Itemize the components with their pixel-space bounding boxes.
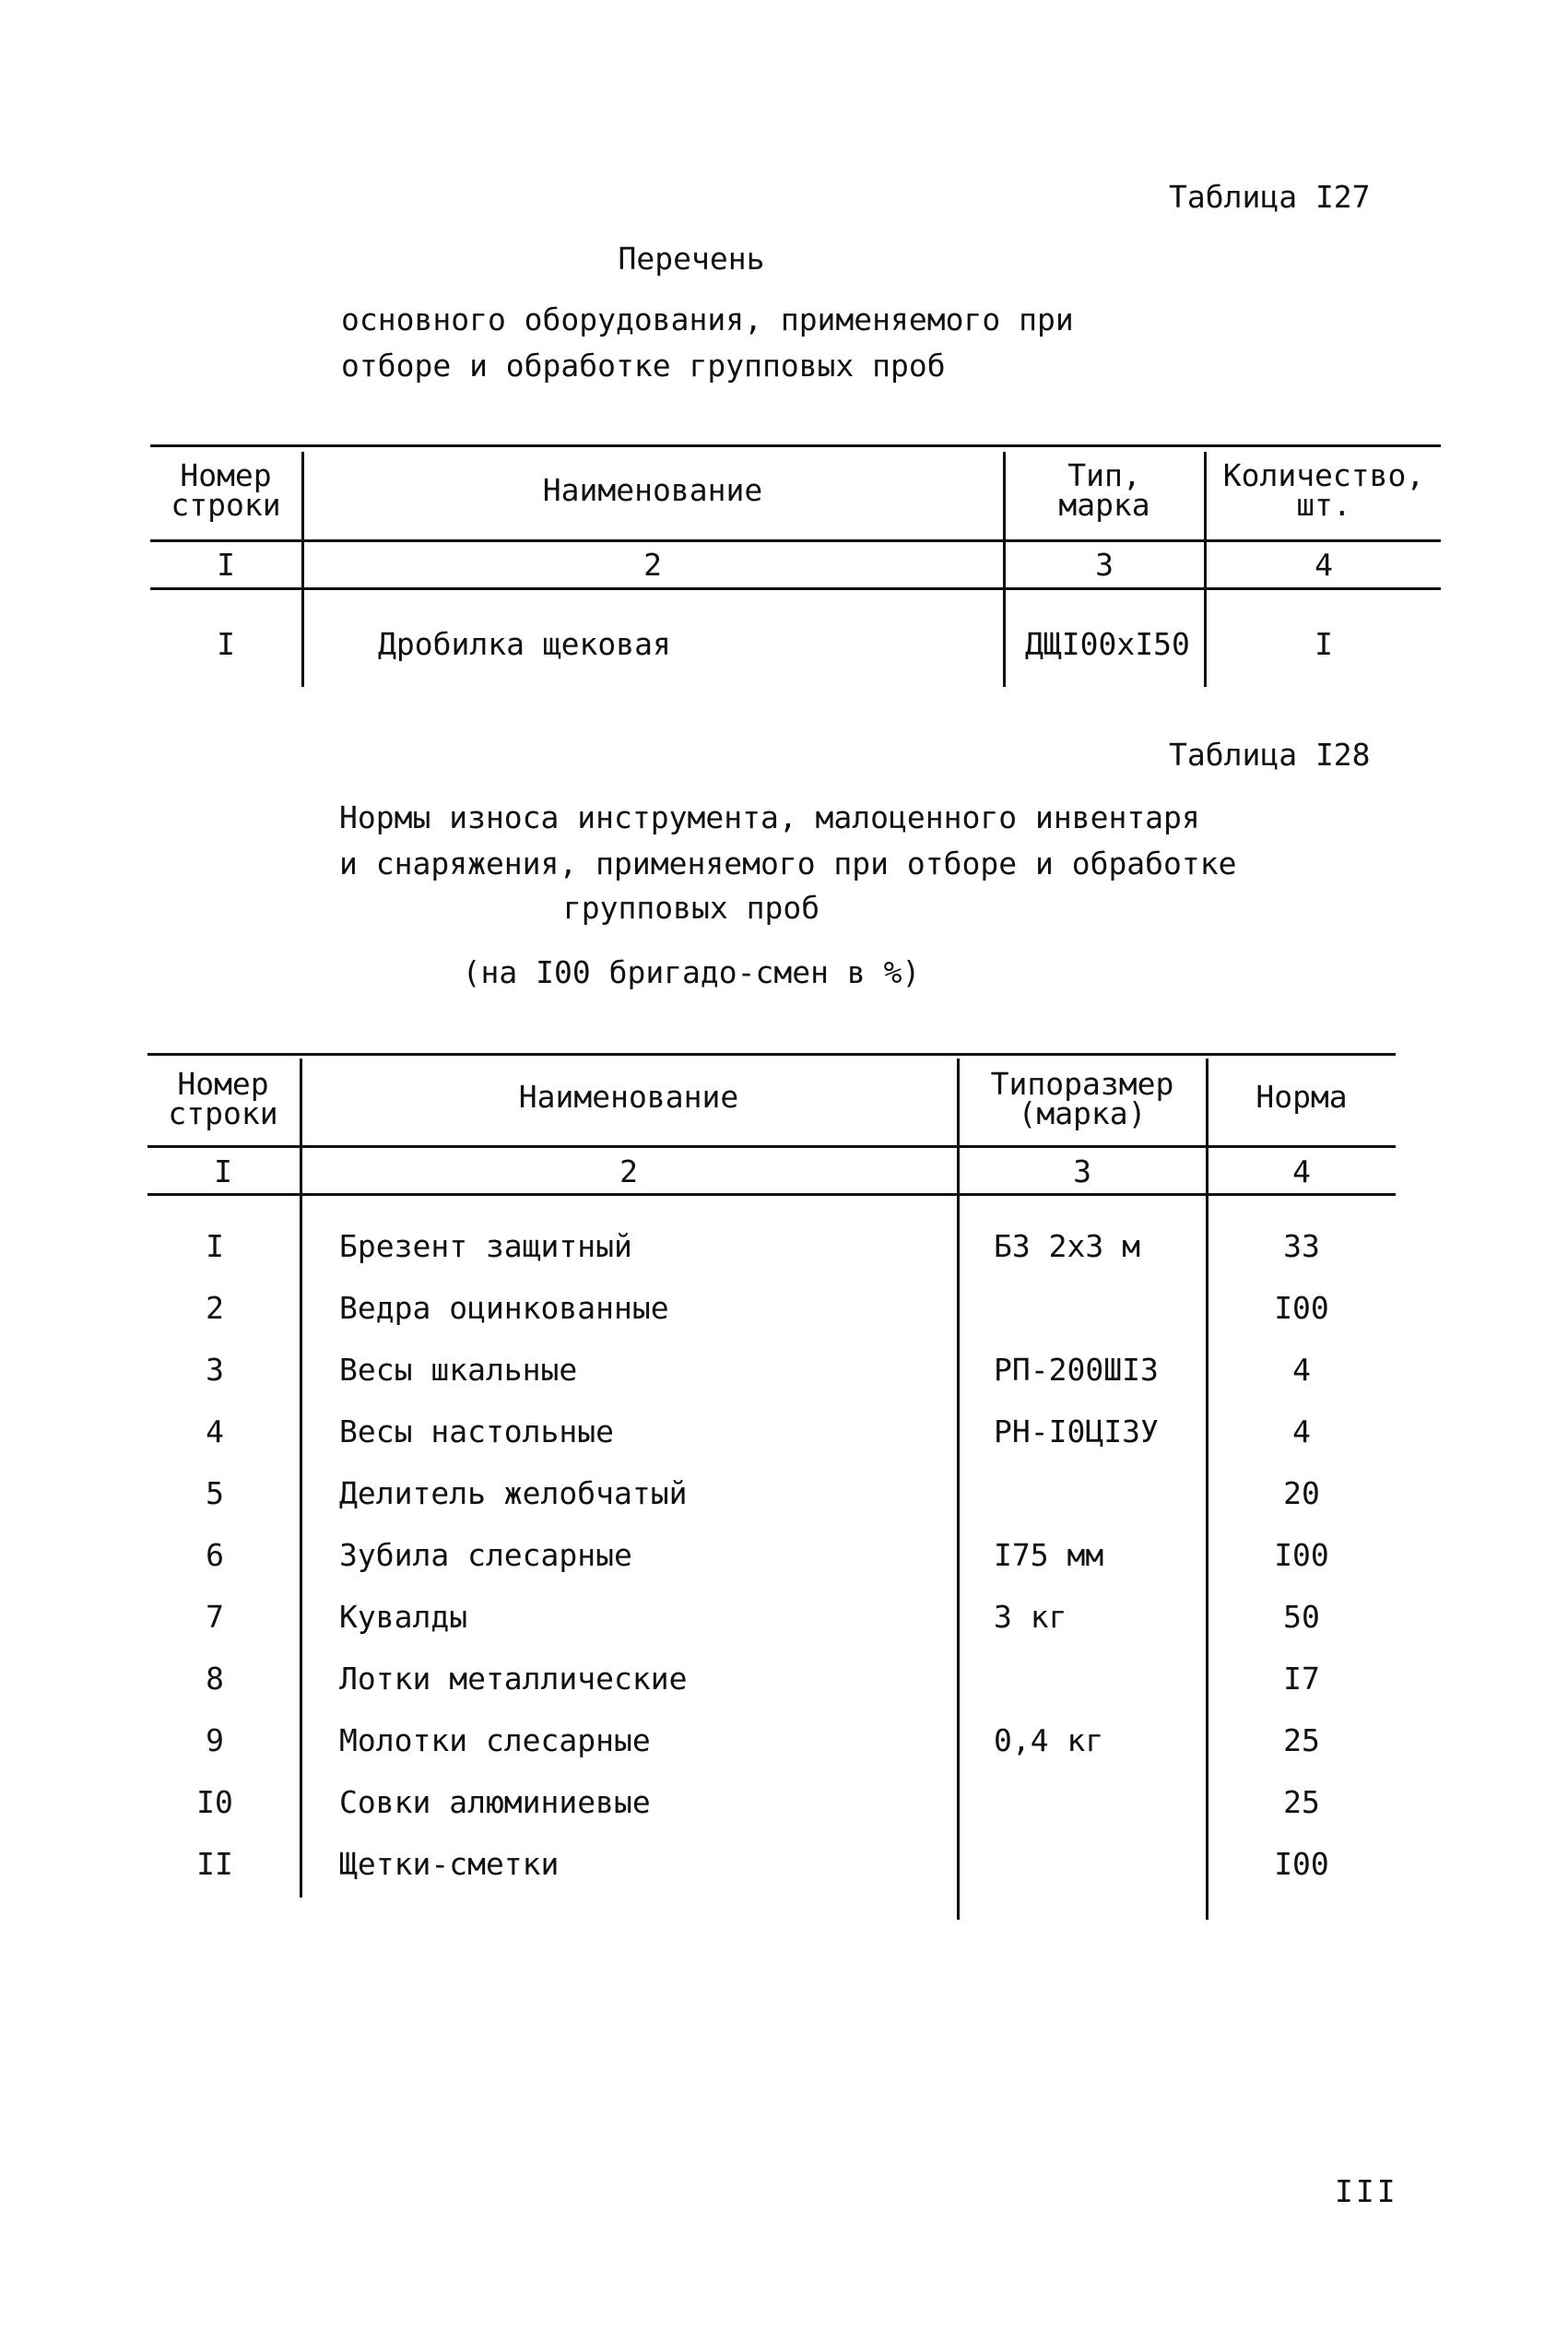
row-number: 4 bbox=[206, 1413, 224, 1449]
table-128-header-name: Наименование bbox=[518, 1079, 739, 1115]
page-number: III bbox=[1335, 2173, 1398, 2209]
row-size: 0,4 кг bbox=[994, 1722, 1104, 1758]
table-128-label: Таблица I28 bbox=[1169, 737, 1371, 773]
header-size-line2: (марка) bbox=[1018, 1095, 1147, 1131]
table-127-header-name: Наименование bbox=[542, 472, 763, 508]
table-128-top-rule bbox=[147, 1053, 1396, 1056]
header-number-line1: Номер bbox=[180, 457, 272, 493]
table-127-colnum-3: 3 bbox=[1095, 547, 1114, 583]
row-number: 5 bbox=[206, 1475, 224, 1511]
row-name: Лотки металлические bbox=[339, 1661, 688, 1697]
row-norm: 20 bbox=[1283, 1475, 1320, 1511]
row-number: 9 bbox=[206, 1722, 224, 1758]
row-norm: 33 bbox=[1283, 1228, 1320, 1264]
row-name: Весы настольные bbox=[339, 1413, 615, 1449]
header-number-line1: Номер bbox=[177, 1066, 269, 1102]
table-127-header-row-number bbox=[152, 457, 300, 523]
table-127-colnum-4: 4 bbox=[1315, 547, 1333, 583]
row-norm: 25 bbox=[1283, 1784, 1320, 1820]
table-128-colnum-4: 4 bbox=[1292, 1153, 1311, 1189]
table-127-colnum-rule bbox=[150, 587, 1441, 590]
table-127-header-type bbox=[1007, 457, 1202, 523]
table-127-top-rule bbox=[150, 444, 1441, 447]
row-norm: 4 bbox=[1292, 1352, 1311, 1388]
table-127-header-quantity bbox=[1208, 457, 1440, 523]
table-127-colnum-2: 2 bbox=[643, 547, 662, 583]
row-norm: I00 bbox=[1274, 1846, 1329, 1882]
row-name: Кувалды bbox=[339, 1599, 468, 1635]
row-number: II bbox=[196, 1846, 233, 1882]
row-number: 2 bbox=[206, 1290, 224, 1326]
table-128-title-line1: Нормы износа инструмента, малоценного инвентаря bbox=[339, 799, 1200, 835]
table-128-header-row-number bbox=[149, 1066, 297, 1131]
row-size: РН-I0ЦI3У bbox=[994, 1413, 1159, 1449]
table-127-col-divider-2 bbox=[1003, 452, 1006, 687]
row-number: 7 bbox=[206, 1599, 224, 1635]
header-number-line2: строки bbox=[168, 1095, 278, 1131]
row-quantity: I bbox=[1315, 626, 1333, 662]
table-128-colnum-1: I bbox=[214, 1153, 232, 1189]
row-name: Дробилка щековая bbox=[378, 626, 671, 662]
row-norm: 25 bbox=[1283, 1722, 1320, 1758]
row-number: 6 bbox=[206, 1537, 224, 1573]
row-number: I bbox=[206, 1228, 224, 1264]
header-type-line1: Тип, bbox=[1067, 457, 1141, 493]
row-norm: I00 bbox=[1274, 1290, 1329, 1326]
row-number: I bbox=[217, 626, 235, 662]
table-127-title bbox=[341, 242, 1042, 290]
row-name: Зубила слесарные bbox=[339, 1537, 632, 1573]
header-number-line2: строки bbox=[171, 487, 281, 523]
table-128-title-line3: групповых проб bbox=[562, 890, 820, 926]
table-128-title-line2: и снаряжения, применяемого при отборе и обработке bbox=[339, 846, 1237, 881]
table-127-title-line1: Перечень bbox=[618, 241, 765, 277]
row-size: БЗ 2х3 м bbox=[994, 1228, 1140, 1264]
row-name: Брезент защитный bbox=[339, 1228, 632, 1264]
row-number: 3 bbox=[206, 1352, 224, 1388]
row-name: Весы шкальные bbox=[339, 1352, 578, 1388]
row-size: РП-200ШI3 bbox=[994, 1352, 1159, 1388]
row-size: I75 мм bbox=[994, 1537, 1104, 1573]
row-name: Щетки-сметки bbox=[339, 1846, 560, 1882]
row-name: Молотки слесарные bbox=[339, 1722, 651, 1758]
header-qty-line2: шт. bbox=[1296, 487, 1351, 523]
row-number: I0 bbox=[196, 1784, 233, 1820]
table-128-colnum-3: 3 bbox=[1073, 1153, 1091, 1189]
table-127-title-line2: основного оборудования, применяемого при bbox=[341, 302, 1074, 337]
table-128-colnum-2: 2 bbox=[619, 1153, 638, 1189]
row-norm: I00 bbox=[1274, 1537, 1329, 1573]
row-number: 8 bbox=[206, 1661, 224, 1697]
row-norm: 4 bbox=[1292, 1413, 1311, 1449]
row-name: Делитель желобчатый bbox=[339, 1475, 688, 1511]
table-127-title-line3: отборе и обработке групповых проб bbox=[341, 348, 946, 384]
header-size-line1: Типоразмер bbox=[990, 1066, 1174, 1102]
row-type: ДЩI00хI50 bbox=[1025, 626, 1190, 662]
table-127-col-divider-3 bbox=[1204, 452, 1207, 687]
table-127-label: Таблица I27 bbox=[1169, 179, 1371, 215]
table-128-header-size bbox=[961, 1066, 1204, 1131]
row-size: 3 кг bbox=[994, 1599, 1067, 1635]
table-128-subtitle: (на I00 бригадо-смен в %) bbox=[462, 954, 921, 990]
table-127-header-rule bbox=[150, 539, 1441, 542]
table-128-col-divider-3 bbox=[1206, 1059, 1208, 1920]
row-name: Совки алюминиевые bbox=[339, 1784, 651, 1820]
table-127-colnum-1: I bbox=[217, 547, 235, 583]
table-128-col-divider-2 bbox=[957, 1059, 960, 1920]
row-name: Ведра оцинкованные bbox=[339, 1290, 669, 1326]
header-type-line2: марка bbox=[1058, 487, 1150, 523]
header-qty-line1: Количество, bbox=[1222, 457, 1425, 493]
row-norm: 50 bbox=[1283, 1599, 1320, 1635]
table-128-header-norm: Норма bbox=[1256, 1079, 1348, 1115]
row-norm: I7 bbox=[1283, 1661, 1320, 1697]
